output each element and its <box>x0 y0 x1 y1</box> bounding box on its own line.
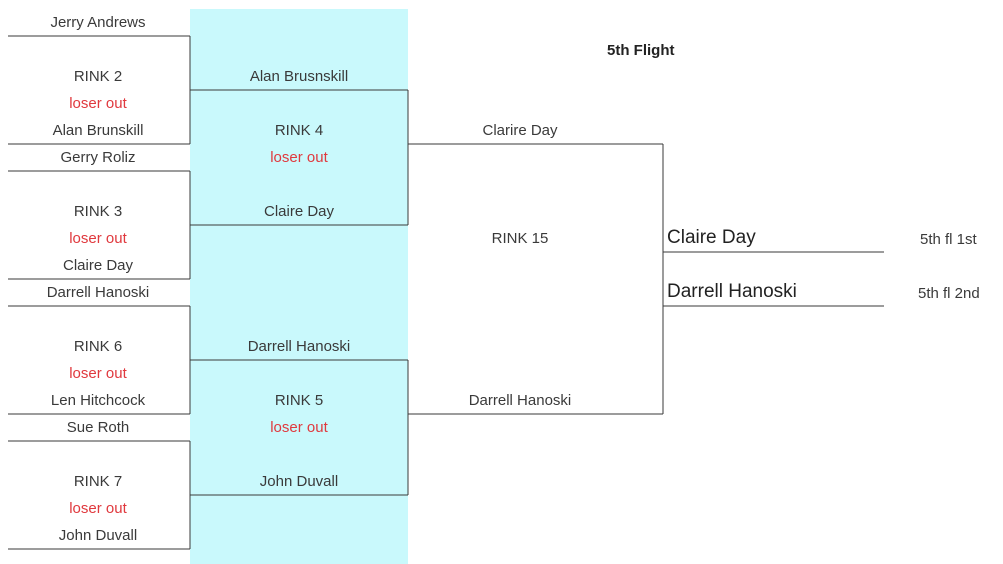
rink7-loser-out: loser out <box>69 500 127 517</box>
rink2-loser-out: loser out <box>69 95 127 112</box>
rink4-top-player: Alan Brusnskill <box>249 68 349 85</box>
rink2-label: RINK 2 <box>73 68 123 85</box>
player-jerry-andrews: Jerry Andrews <box>50 14 146 31</box>
winner-first-name: Claire Day <box>667 227 756 248</box>
rink3-player: Claire Day <box>62 257 134 274</box>
player-gerry-roliz: Gerry Roliz <box>60 149 136 166</box>
rink2-player: Alan Brunskill <box>52 122 144 139</box>
winner-second-name: Darrell Hanoski <box>667 281 797 302</box>
winner-first-place: 5th fl 1st <box>920 231 977 248</box>
rink5-label: RINK 5 <box>274 392 324 409</box>
rink6-label: RINK 6 <box>73 338 123 355</box>
player-sue-roth: Sue Roth <box>66 419 130 436</box>
winner-second-place: 5th fl 2nd <box>918 285 980 302</box>
player-darrell-hanoski: Darrell Hanoski <box>46 284 150 301</box>
rink5-bottom-player: John Duvall <box>259 473 339 490</box>
rink4-bottom-player: Claire Day <box>263 203 335 220</box>
rink4-label: RINK 4 <box>274 122 324 139</box>
rink15-top-player: Clarire Day <box>482 122 558 139</box>
rink15-label: RINK 15 <box>491 230 549 247</box>
rink6-player: Len Hitchcock <box>50 392 146 409</box>
rink3-label: RINK 3 <box>73 203 123 220</box>
rink3-loser-out: loser out <box>69 230 127 247</box>
rink6-loser-out: loser out <box>69 365 127 382</box>
flight-title: 5th Flight <box>607 42 675 59</box>
rink5-loser-out: loser out <box>270 419 328 436</box>
rink5-top-player: Darrell Hanoski <box>247 338 351 355</box>
rink15-bottom-player: Darrell Hanoski <box>468 392 572 409</box>
rink7-label: RINK 7 <box>73 473 123 490</box>
rink4-loser-out: loser out <box>270 149 328 166</box>
rink7-player: John Duvall <box>58 527 138 544</box>
